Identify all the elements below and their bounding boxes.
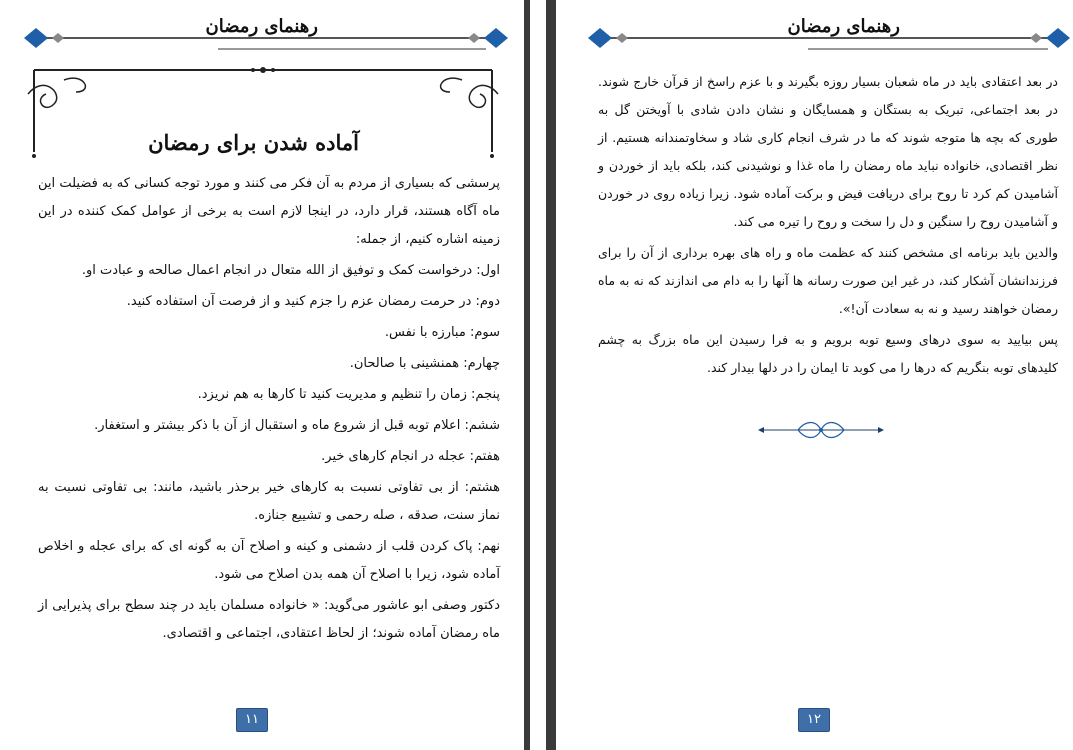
paragraph: اول: درخواست کمک و توفیق از الله متعال در انجام اعمال صالحه و عبادت او. <box>81 263 500 278</box>
paragraph: پرسشی که بسیاری از مردم به آن فکر می کنند و مورد توجه کسانی که به فضیلت این ماه آگاه هستند، قرار دارد، در اینجا لازم است به برخی از عوامل کمک کننده در این زمینه اشاره کنیم، از جمله: <box>38 176 500 247</box>
page-number: ۱۲ <box>798 708 830 732</box>
page-gutter <box>546 0 556 750</box>
page-gutter <box>524 0 530 750</box>
left-body-text <box>38 170 500 651</box>
paragraph: چهارم: همنشینی با صالحان. <box>349 356 500 371</box>
section-divider-ornament <box>758 418 884 442</box>
page-number: ۱۱ <box>236 708 268 732</box>
paragraph: پنجم: زمان را تنظیم و مدیریت کنید تا کارها به هم نریزد. <box>197 387 500 402</box>
header-title: رهنمای رمضان <box>205 16 318 37</box>
paragraph: دوم: در حرمت رمضان عزم را جزم کنید و از فرصت آن استفاده کنید. <box>126 294 500 309</box>
chapter-title: آماده شدن برای رمضان <box>148 130 359 155</box>
paragraph: در بعد اعتقادی باید در ماه شعبان بسیار روزه بگیرند و با عزم راسخ از قرآن خارج شوند. در بعد اجتماعی، تبریک به بستگان و همسایگان و نشان دادن شادی با آویختن گل به طوری که بچه ها متوجه شوند که ما در شرف انجام کاری شاد و سخاوتمندانه هستیم. از نظر اقتصادی، خانواده نباید ماه رمضان را ماه غذا و نوشیدنی کند، بلکه باید از خوردن و آشامیدن کم کرد تا روح برای دریافت فیض و برکت آماده شود. زیرا زیاده روی در خوردن و آشامیدن روح را سنگین و دل را سخت و روح را تیره می کند. <box>598 74 1058 229</box>
right-page <box>556 0 1073 750</box>
paragraph: هشتم: از بی تفاوتی نسبت به کارهای خیر برحذر باشید، مانند: بی تفاوتی نسبت به نماز سنت، صدقه ، صله رحمی و تشییع جنازه. <box>38 480 500 523</box>
paragraph: سوم: مبارزه با نفس. <box>384 325 500 340</box>
right-body-text <box>598 68 1058 385</box>
paragraph: والدین باید برنامه ای مشخص کنند که عظمت ماه و راه های بهره برداری از آن را برای فرزندانشان آشکار کند، در غیر این صورت رسانه ها آنها را به دام می اندازند که نه به ماه رمضان خواهند رسید و نه به سعادت آن!». <box>598 245 1058 316</box>
paragraph: دکتور وصفی ابو عاشور می‌گوید: « خانواده مسلمان باید در چند سطح برای پذیرایی از ماه رمضان آماده شوند؛ از لحاظ اعتقادی، اجتماعی و اقتصادی. <box>38 598 500 641</box>
left-page <box>0 0 524 750</box>
paragraph: پس بیایید به سوی درهای وسیع توبه برویم و به فرا رسیدن این ماه بزرگ به چشم کلیدهای توبه بنگریم که درها را می کوبد تا ایمان را در دلها بیدار کند. <box>598 332 1058 375</box>
header-title: رهنمای رمضان <box>787 16 900 37</box>
page-header <box>586 16 1072 56</box>
paragraph: نهم: پاک کردن قلب از دشمنی و کینه و اصلاح آن به گونه ای که برای عجله و اخلاص آماده شود، زیرا با اصلاح آن همه بدن اصلاح می شود. <box>38 539 500 582</box>
page-header <box>22 16 510 56</box>
paragraph: ششم: اعلام توبه قبل از شروع ماه و استقبال از آن با ذکر بیشتر و استغفار. <box>94 418 500 433</box>
paragraph: هفتم: عجله در انجام کارهای خیر. <box>321 449 500 464</box>
